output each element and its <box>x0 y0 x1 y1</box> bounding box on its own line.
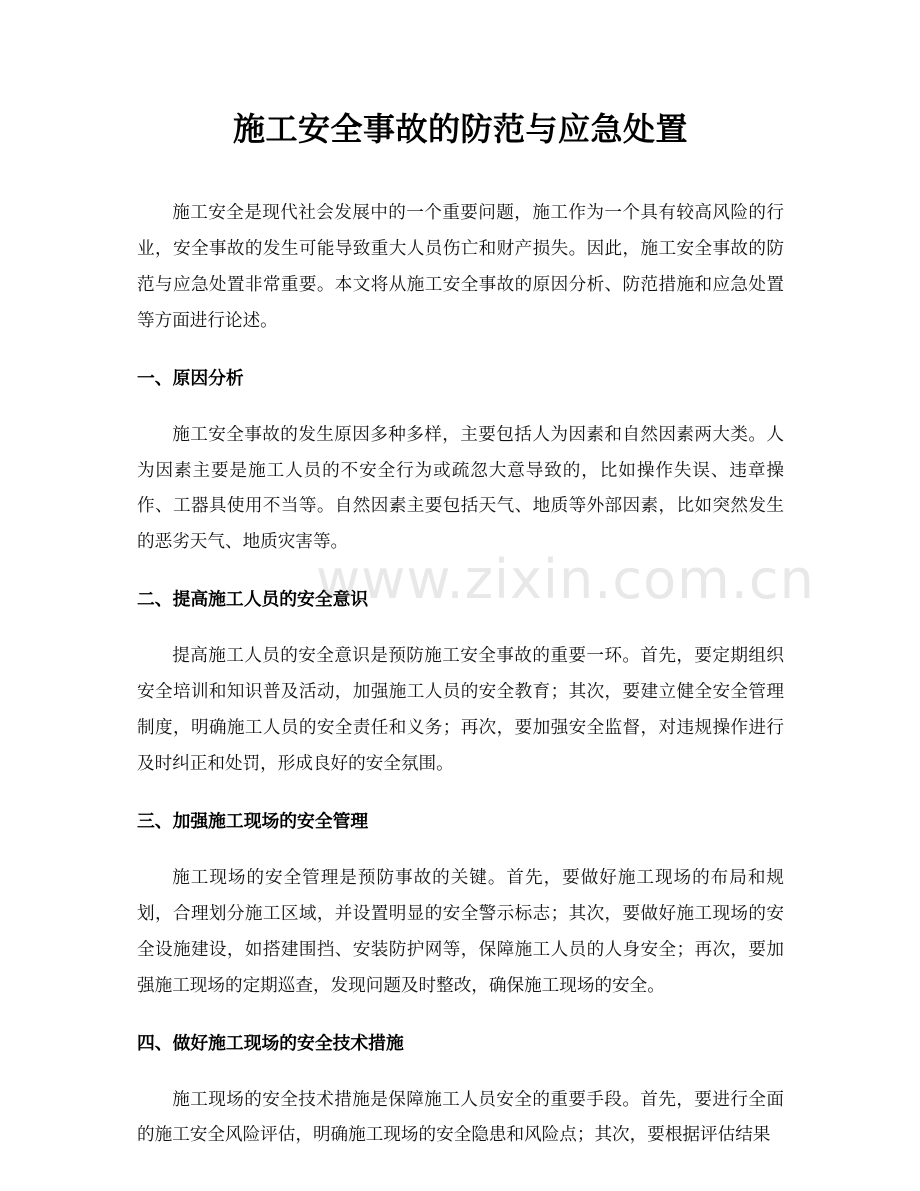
section-heading-2: 二、提高施工人员的安全意识 <box>137 589 369 611</box>
section-paragraph-3: 施工现场的安全管理是预防事故的关键。首先，要做好施工现场的布局和规划，合理划分施工区域，并设置明显的安全警示标志；其次，要做好施工现场的安全设施建设，如搭建围挡、安装防护网等，保障施工人员的人身安全；再次，要加强施工现场的定期巡查，发现问题及时整改，确保施工现场的安全。 <box>137 867 784 996</box>
section-paragraph-1: 施工安全事故的发生原因多种多样，主要包括人为因素和自然因素两大类。人为因素主要是施工人员的不安全行为或疏忽大意导致的，比如操作失误、违章操作、工器具使用不当等。自然因素主要包括天气、地质等外部因素，比如突然发生的恶劣天气、地质灾害等。 <box>137 424 784 553</box>
section-heading-4: 四、做好施工现场的安全技术措施 <box>137 1032 404 1054</box>
section-paragraph-4: 施工现场的安全技术措施是保障施工人员安全的重要手段。首先，要进行全面的施工安全风险评估，明确施工现场的安全隐患和风险点；其次，要根据评估结果 <box>137 1089 784 1146</box>
section-heading-1: 一、原因分析 <box>137 367 244 389</box>
document-title: 施工安全事故的防范与应急处置 <box>232 110 688 148</box>
intro-paragraph: 施工安全是现代社会发展中的一个重要问题，施工作为一个具有较高风险的行业，安全事故的发生可能导致重大人员伤亡和财产损失。因此，施工安全事故的防范与应急处置非常重要。本文将从施工安全事故的原因分析、防范措施和应急处置等方面进行论述。 <box>137 203 784 331</box>
section-paragraph-2: 提高施工人员的安全意识是预防施工安全事故的重要一环。首先，要定期组织安全培训和知识普及活动，加强施工人员的安全教育；其次，要建立健全安全管理制度，明确施工人员的安全责任和义务；再次，要加强安全监督，对违规操作进行及时纠正和处罚，形成良好的安全氛围。 <box>137 646 784 774</box>
watermark-text: www.zixin.com.cn <box>316 548 815 611</box>
section-heading-3: 三、加强施工现场的安全管理 <box>137 810 369 832</box>
